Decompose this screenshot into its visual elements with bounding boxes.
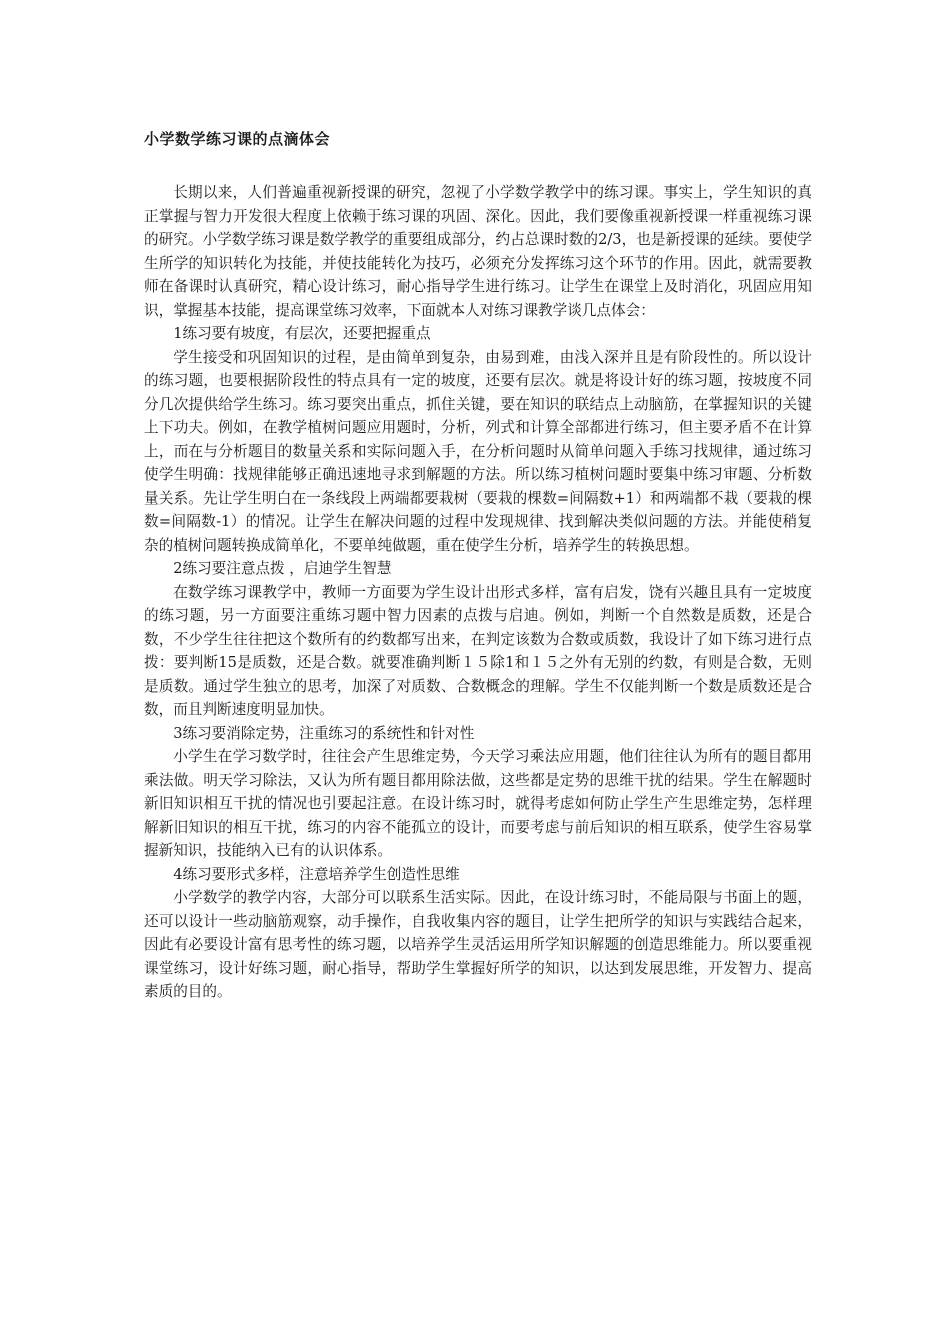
section-heading-1: 1练习要有坡度，有层次，还要把握重点: [173, 325, 431, 342]
section-text-2: 在数学练习课教学中，教师一方面要为学生设计出形式多样，富有启发，饶有兴趣且具有一定坡度的练习题，另一方面要注重练习题中智力因素的点拨与启迪。例如，判断一个自然数是质数，还是合数，不少学生往往把这个数所有的约数都写出来，在判定该数为合数或质数，我设计了如下练习进行点拨：要判断15是质数，还是合数。就要准确判断１５除1和１５之外有无别的约数，有则是合数，无则是质数。通过学生独立的思考，加深了对质数、合数概念的理解。学生不仅能判断一个数是质数还是合数，而且判断速度明显加快。: [144, 583, 812, 718]
section-heading-4: 4练习要形式多样，注意培养学生创造性思维: [173, 865, 460, 883]
section-text-3: 小学生在学习数学时，往往会产生思维定势，今天学习乘法应用题，他们往往认为所有的题目都用乘法做。明天学习除法，又认为所有题目都用除法做，这些都是定势的思维干扰的结果。学生在解题时新旧知识相互干扰的情况也引要起注意。在设计练习时，就得考虑如何防止学生产生思维定势，怎样理解新旧知识的相互干扰，练习的内容不能孤立的设计，而要考虑与前后知识的相互联系，使学生容易掌握新知识，技能纳入已有的认识体系。: [144, 748, 812, 859]
document-page: [144, 128, 812, 1004]
section-text-1: 学生接受和巩固知识的过程，是由简单到复杂，由易到难，由浅入深并且是有阶段性的。所以设计的练习题，也要根据阶段性的特点具有一定的坡度，还要有层次。就是将设计好的练习题，按坡度不同分几次提供给学生练习。练习要突出重点，抓住关键，要在知识的联结点上动脑筋，在掌握知识的关键上下功夫。例如，在教学植树问题应用题时，分析，列式和计算全部都进行练习，但主要矛盾不在计算上，而在与分析题目的数量关系和实际问题入手，在分析问题时从简单问题入手练习找规律，通过练习使学生明确：找规律能够正确迅速地寻求到解题的方法。所以练习植树问题时要集中练习审题、分析数量关系。先让学生明白在一条线段上两端都要栽树（要栽的棵数=间隔数+1）和两端都不栽（要栽的棵数=间隔数-1）的情况。让学生在解决问题的过程中发现规律、找到解决类似问题的方法。并能使稍复杂的植树问题转换成简单化，不要单纯做题，重在使学生分析，培养学生的转换思想。: [144, 348, 812, 554]
section-text-4: 小学数学的教学内容，大部分可以联系生活实际。因此，在设计练习时，不能局限与书面上的题，还可以设计一些动脑筋观察，动手操作，自我收集内容的题目，让学生把所学的知识与实践结合起来，因此有必要设计富有思考性的练习题，以培养学生灵活运用所学知识解题的创造思维能力。所以要重视课堂练习，设计好练习题，耐心指导，帮助学生掌握好所学的知识，以达到发展思维，开发智力、提高素质的目的。: [144, 889, 812, 1000]
intro-paragraph: 长期以来，人们普遍重视新授课的研究，忽视了小学数学教学中的练习课。事实上，学生知识的真正掌握与智力开发很大程度上依赖于练习课的巩固、深化。因此，我们要像重视新授课一样重视练习课的研究。小学数学练习课是数学教学的重要组成部分，约占总课时数的2/3，也是新授课的延续。要使学生所学的知识转化为技能，并使技能转化为技巧，必须充分发挥练习这个环节的作用。因此，就需要教师在备课时认真研究，精心设计练习，耐心指导学生进行练习。让学生在课堂上及时消化，巩固应用知识，掌握基本技能，提高课堂练习效率，下面就本人对练习课教学谈几点体会：: [144, 184, 812, 319]
section-heading-2: 2练习要注意点拨 ，启迪学生智慧: [173, 560, 392, 577]
document-title: 小学数学练习课的点滴体会: [144, 130, 331, 148]
document-body: [144, 181, 812, 1004]
section-heading-3: 3练习要消除定势，注重练习的系统性和针对性: [173, 724, 475, 742]
